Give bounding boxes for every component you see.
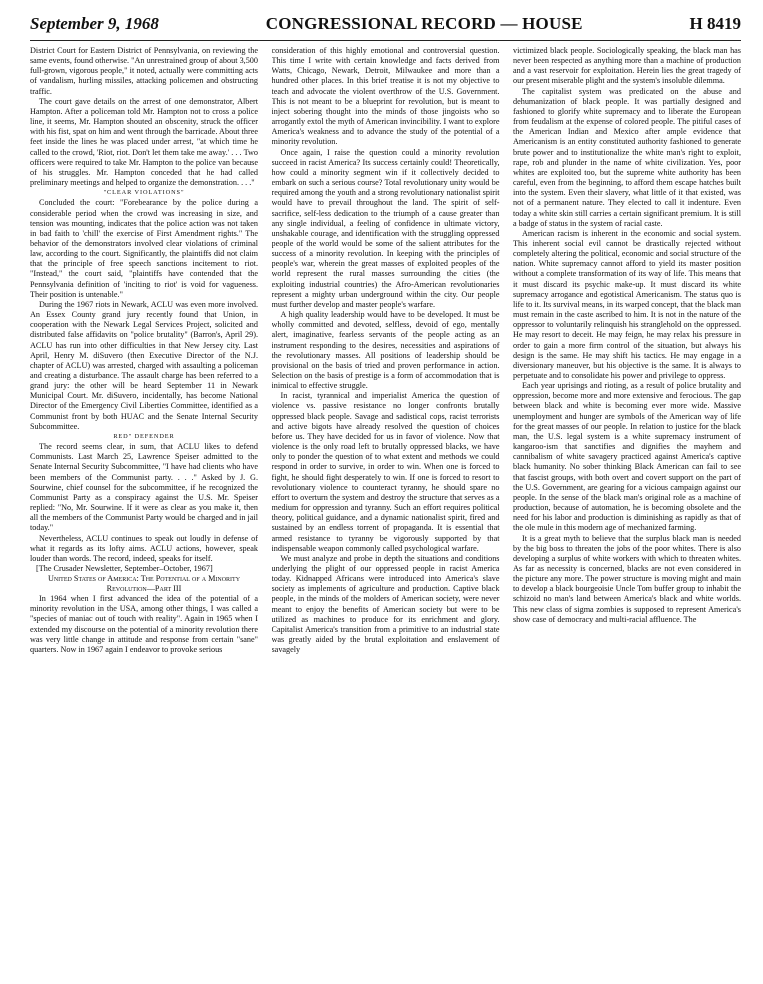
paragraph: victimized black people. Sociologically speaking, the black man has never been respected as anything more than a machine of production and a vast reservoir for exploitation. Herein lies the great tragedy of our present miserable plight and the system's insoluble dilemma.	[513, 46, 741, 86]
header-rule	[30, 40, 741, 41]
header-title: CONGRESSIONAL RECORD — HOUSE	[265, 14, 583, 33]
column-3	[513, 46, 741, 976]
paragraph: We must analyze and probe in depth the situations and conditions underlying the plight of our oppressed people in racist America today. Kidnapped Africans were introduced into America's slave society as implements of agriculture and production. Captive black people, in the minds of the molders of American society, were never meant to enjoy the benefits of American society but were to be utilized as machines to produce for its enrichment and glory. Capitalist America's transition from a primitive to an industrial state was greatly aided by the brutal exploitation and enslavement of savagely	[271, 553, 500, 655]
header-page-number: H 8419	[689, 14, 741, 33]
text-columns	[30, 46, 741, 976]
paragraph: In racist, tyrannical and imperialist America the question of violence vs. passive resistance no longer confronts brutally oppressed black people. Savage and sadistical cops, racist terrorists and active bigots have already resolved the question of choices before us. They have decided for us in favor of violence. Now that violence is the only road left to brutally oppressed blacks, we have only to ponder the question of to what extent and methods we could respond in order to survive, in order to win. When one is forced to fight, he should fight desperately to win. If one is forced to resort to revolutionary violence to counteract tyranny, he should spare no effort to overturn the system and destroy the structure that serves as a medium for oppression and tyranny. Such an effort requires political theory, political guidance, and a dynamic nationalist spirit, fired and sustained by an endless torrent of propaganda. It is essential that armed resistance to tyranny be vigorously supported by that indispensable weapon commonly called psychological warfare.	[271, 391, 500, 553]
article-source: [The Crusader Newsletter, September–October, 1967]	[36, 563, 213, 573]
paragraph: Once again, I raise the question could a minority revolution succeed in racist America? Its success certainly could! Theoretically, how could a minority segment win if it collectively decided to embark on such a serious course? Total revolutionary unity would be required among the youth and a strong revolutionary nationalist spirit would have to prevail throughout the land. The spirit of self-sacrifice, self-less dedication to the triumph of a cause greater than any single individual, a feeling of confidence in ultimate victory, unshakable courage, and identification with the struggling oppressed people of the world would be some of the salient attributes for the success of a minority revolution. In keeping with the principles of people's war, wherein the great masses of exploited peoples of the world represent the rural masses surrounding the cities (the exploiting industrial countries) the Afro-American revolutionaries represent a mighty urban underground within the city. Our people must further develop and master people's warfare.	[271, 147, 500, 309]
paragraph: A high quality leadership would have to be developed. It must be wholly committed and devoted, selfless, devoid of ego, mentally alert, imaginative, fearless servants of the people acting as an instrument responding to the desires, necessities and aspirations of the revolutionary masses. All positions of leadership should be provisional on the basis of tried and proven performance in action. Selection on the basis of prestige is a form of accommodation that is inimical to effective struggle.	[271, 310, 500, 391]
paragraph: The capitalist system was predicated on the abuse and dehumanization of black people. It was partially designed and fashioned to glorify white supremacy and to liberate the European from feudalism at the expense of colored people. The pitiful cases of the American Indian and Mexico after ample evidence that Americanism is an entity constituted authority fashioned to generate brute power and to institutionalize the white man's right to exploit, rape, rob and plunder in the name of white civilization. Yes, poor whites are exploited too, but the supreme white authority has been careful, even from the beginning, to afford them escape hatches built into the system. Even their slavery, what little of it that existed, was not of a permanent nature. They elected to call it indenture. Even today a white skin still carries a certain significant premium. It is still a badge of status in the system of racial caste.	[513, 86, 741, 228]
subheading: RED" DEFENDER	[113, 432, 175, 440]
subheading: "CLEAR VIOLATIONS"	[103, 189, 185, 197]
paragraph: It is a great myth to believe that the surplus black man is needed by the big boss to threaten the jobs of the poor whites. There is also developing a surplus of white workers with which to threaten whites. As far as necessity is concerned, blacks are not even considered in the picture any more. The power structure is moving might and main to develop a black bourgeoisie Uncle Tom buffer group to inhabit the schizoid no man's land between America's black and white worlds. This new class of sigma zombies is supposed to represent America's show case of democracy and multi-racial affluence. The	[513, 533, 741, 624]
column-1	[30, 46, 258, 976]
column-2	[272, 46, 500, 976]
paragraph: Nevertheless, ACLU continues to speak out loudly in defense of what it regards as its lofty aims. ACLU actions, however, speak louder than words. The record, indeed, speaks for itself.	[30, 533, 258, 563]
paragraph: Concluded the court: "Forebearance by the police during a considerable period when the crowd was increasing in size, and tension was mounting, indicates that the police action was not taken in bad faith to 'chill' the exercise of First Amendment rights." The behavior of the demonstrators involved clear violations of criminal law, according to the court. Significantly, the plaintiffs did not claim that the principle of free speech sanctions incitement to riot. "Instead," the court said, "plaintiffs have contended that the Pennsylvania definition of 'inciting to riot' is void for vagueness. Their position is untenable."	[30, 198, 258, 299]
paragraph: American racism is inherent in the economic and social system. This inherent social evil cannot be drastically rejected without completely altering the political, economic and social structure of the nation. White supremacy cannot afford to yield its master position without a complete transformation of its way of life. This means that it must discard its psychic make-up. It must discard its white supremacy arrogance and egotistical Americanism. The status quo is life to it. Its survival means, in its warped concept, that the black man must remain in the caste ascribed to him. It is not in the nature of the oppressor to voluntarily relinquish his stranglehold on the oppressed. He may resort to deceit. He may feign, he may relax his pressure in order to gain a more firm control of the situation, but always his design is the same. He may shift his tactics. He may engage in a diversionary maneuver, but his objective is the same. It is always to perpetuate and to consolidate his power and privilege to oppress.	[513, 228, 741, 380]
paragraph: Each year uprisings and rioting, as a result of police brutality and oppression, become more and more extensive and ferocious. The gap between black and white is becoming ever more wide. Massive unemployment and hunger are symbols of the American way of life for the great masses of our people. In relation to justice for the black man, the U.S. legal system is a white supremacy instrument of kangaroo-ism that sanctifies and dignifies the mayhem and cannibalism of white savagery practiced against America's captive black humanity. No sober thinking Black American can fail to see that fascist groups, with both overt and covert support on the part of the U.S. Government, are gearing for a vicious campaign against our people. In the sense of the black man's original role as a machine of production, because of automation, he is becoming obsolete and the need for his labor and production is diminishing as rapidly as that of the ole mule in this modern age of mechanized farming.	[513, 381, 741, 533]
article-title: United States of America: The Potential of a Minority Revolution—Part III	[47, 574, 241, 594]
paragraph: The court gave details on the arrest of one demonstrator, Albert Hampton. After a policeman told Mr. Hampton not to cross a police line, it seems, Mr. Hampton shouted an obscenity, struck the officer with his fist, spat on him and went through the barricade. About three feet inside the lines he was placed under arrest, "at which time he called to the crowd, 'Riot, riot. Don't let them take me away.' . . . Two officers were required to take Mr. Hampton to the police van because of his struggles. Mr. Hampton conceded that he had called preliminary meetings and helped to organize the demonstration. . . ."	[30, 96, 258, 188]
page-header	[30, 14, 741, 38]
paragraph: District Court for Eastern District of Pennsylvania, on reviewing the same events, found otherwise. "An unrestrained group of about 3,500 full-grown, vigorous people," it noted, actually were committing acts of vandalism, hurling missiles, attacking policemen and obstructing traffic.	[30, 46, 258, 96]
header-date: September 9, 1968	[30, 14, 159, 33]
paragraph: consideration of this highly emotional and controversial question. This time I write with certain knowledge and facts derived from Watts, Chicago, Newark, Detroit, Milwaukee and more than a hundred other places. In this brief treatise it is not my objective to teach and advocate the violent overthrow of the U.S. Government. This is not meant to be a blueprint for revolution, but is meant to inject sobering thought into the minds of those jingoists who so arrogantly extol the myth of American invincibility. I want to explore America's weakness and to advance the study of the potential of a minority revolution.	[271, 46, 500, 147]
paragraph: During the 1967 riots in Newark, ACLU was even more involved. An Essex County grand jury recently found that Union, in cooperation with the Newark Legal Services Project, solicited and distributed false affidavits on "police brutality" (Barron's, April 29). ACLU has run into other difficulties in that New Jersey city. Last April, Henry M. diSuvero (then Executive Director of the N.J. chapter of ACLU) was arrested, charged with assaulting a policeman and creating a disturbance. The assault charge has been referred to a grand jury: the other will be heard September 11 in Newark Municipal Court. Mr. diSuvero, incidentally, has become National Director of the Emergency Civil Liberties Committee, identified as a Communist front by both HUAC and the Senate Internal Security Subcommittee.	[30, 299, 258, 431]
paragraph: In 1964 when I first advanced the idea of the potential of a minority revolution in the USA, among other things, I was called a "species of maniac out of touch with reality". Again in 1965 when I extended my discourse on the potential of a minority revolution there was very little change in attitude and response from certain "sane" quarters. Now in 1967 again I endeavor to provoke serious	[30, 594, 258, 654]
paragraph: The record seems clear, in sum, that ACLU likes to defend Communists. Last March 25, Lawrence Speiser admitted to the Senate Internal Security Subcommittee, "I have had clients who have been members of the Communist party. . . ." Asked by J. G. Sourwine, chief counsel for the subcommittee, if he recognized the Communist Party as a conspiracy against the U.S. Mr. Speiser replied: "No, Mr. Sourwine. If it were as clear as you make it, then all the members of the Communist Party would be charged and in jail today."	[30, 442, 258, 533]
